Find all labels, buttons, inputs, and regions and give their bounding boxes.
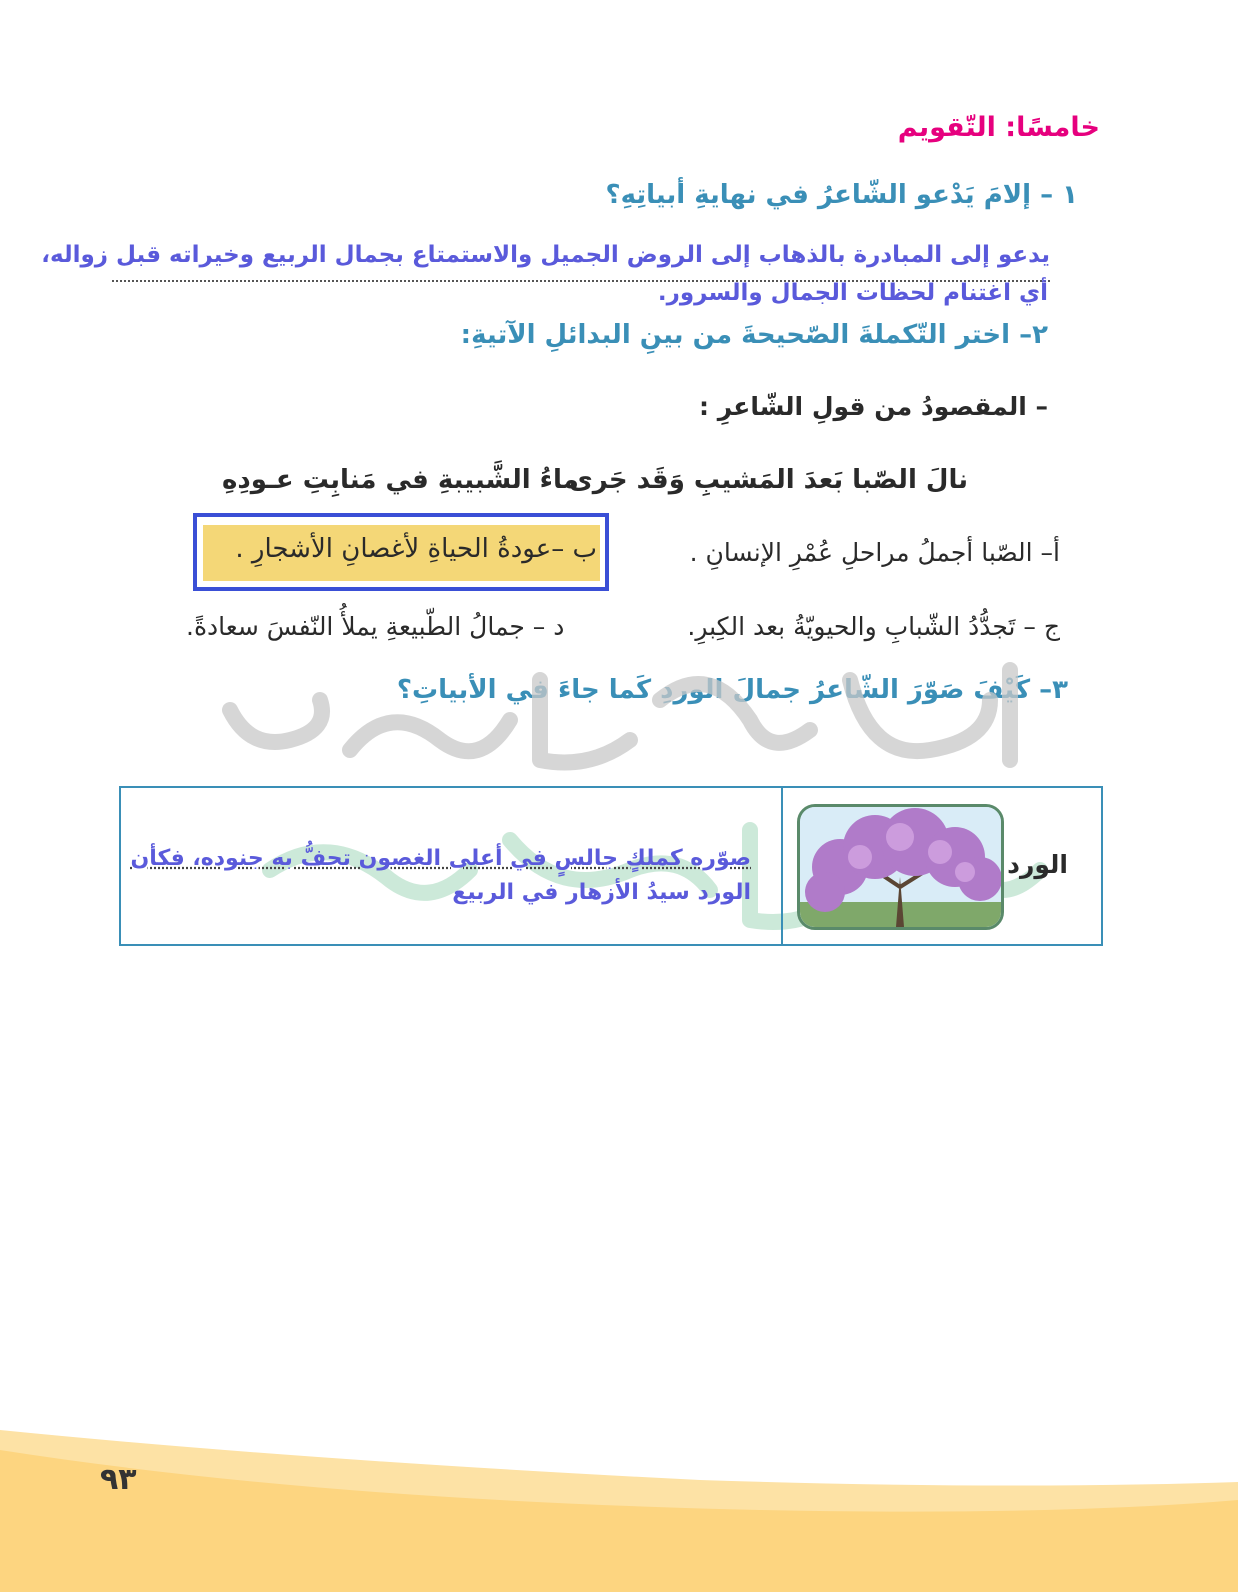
footer-wave: [0, 1400, 1238, 1592]
option-c[interactable]: ج – تَجدُّدُ الشّبابِ والحيويّةُ بعد الكِبرِ.: [687, 612, 1060, 641]
question-3: ٣– كَيْفَ صَوّرَ الشّاعرُ جمالَ الوردِ كَما جاءَ في الأبياتِ؟: [396, 675, 1068, 705]
flowering-tree-photo-icon: [797, 804, 1004, 930]
table-divider: [781, 786, 783, 946]
option-a[interactable]: أ– الصّبا أجملُ مراحلِ عُمْرِ الإنسانِ .: [689, 538, 1060, 567]
verse-second-hemistich: ماءُ الشَّبيبةِ في مَنابِتِ عـودِهِ: [222, 465, 579, 495]
table-label-rose: الورد: [1007, 850, 1068, 879]
page-number: ٩٣: [100, 1462, 137, 1497]
answer-1-line-2: أي اغتنام لحظات الجمال والسرور.: [657, 280, 1048, 306]
question-1: ١ – إلامَ يَدْعو الشّاعرُ في نهايةِ أبياتِهِ؟: [605, 180, 1078, 210]
section-title: خامسًا: التّقويم: [897, 112, 1100, 143]
tree-illustration: [800, 807, 1001, 927]
question-2-prompt: – المقصودُ من قولِ الشّاعرِ :: [699, 392, 1048, 421]
answer-3-line-2: الورد سيدُ الأزهار في الربيع: [452, 880, 751, 905]
answer-1-line-1: يدعو إلى المبادرة بالذهاب إلى الروض الجميل والاستمتاع بجمال الربيع وخيراته قبل زواله،: [41, 242, 1050, 268]
question-2: ٢– اختر التّكملةَ الصّحيحةَ من بينِ البدائلِ الآتيةِ:: [460, 320, 1048, 350]
option-b[interactable]: ب –عودةُ الحياةِ لأغصانِ الأشجارِ .: [235, 534, 597, 564]
verse-first-hemistich: نالَ الصّبا بَعدَ المَشيبِ وَقَد جَرى: [568, 465, 968, 495]
answer-3-line-1: صوّره كملكٍ جالسٍ في أعلى الغصون تحفُّ به جنوده، فكأن: [130, 846, 751, 871]
option-d[interactable]: د – جمالُ الطّبيعةِ يملأُ النّفسَ سعادةً.: [186, 612, 565, 641]
